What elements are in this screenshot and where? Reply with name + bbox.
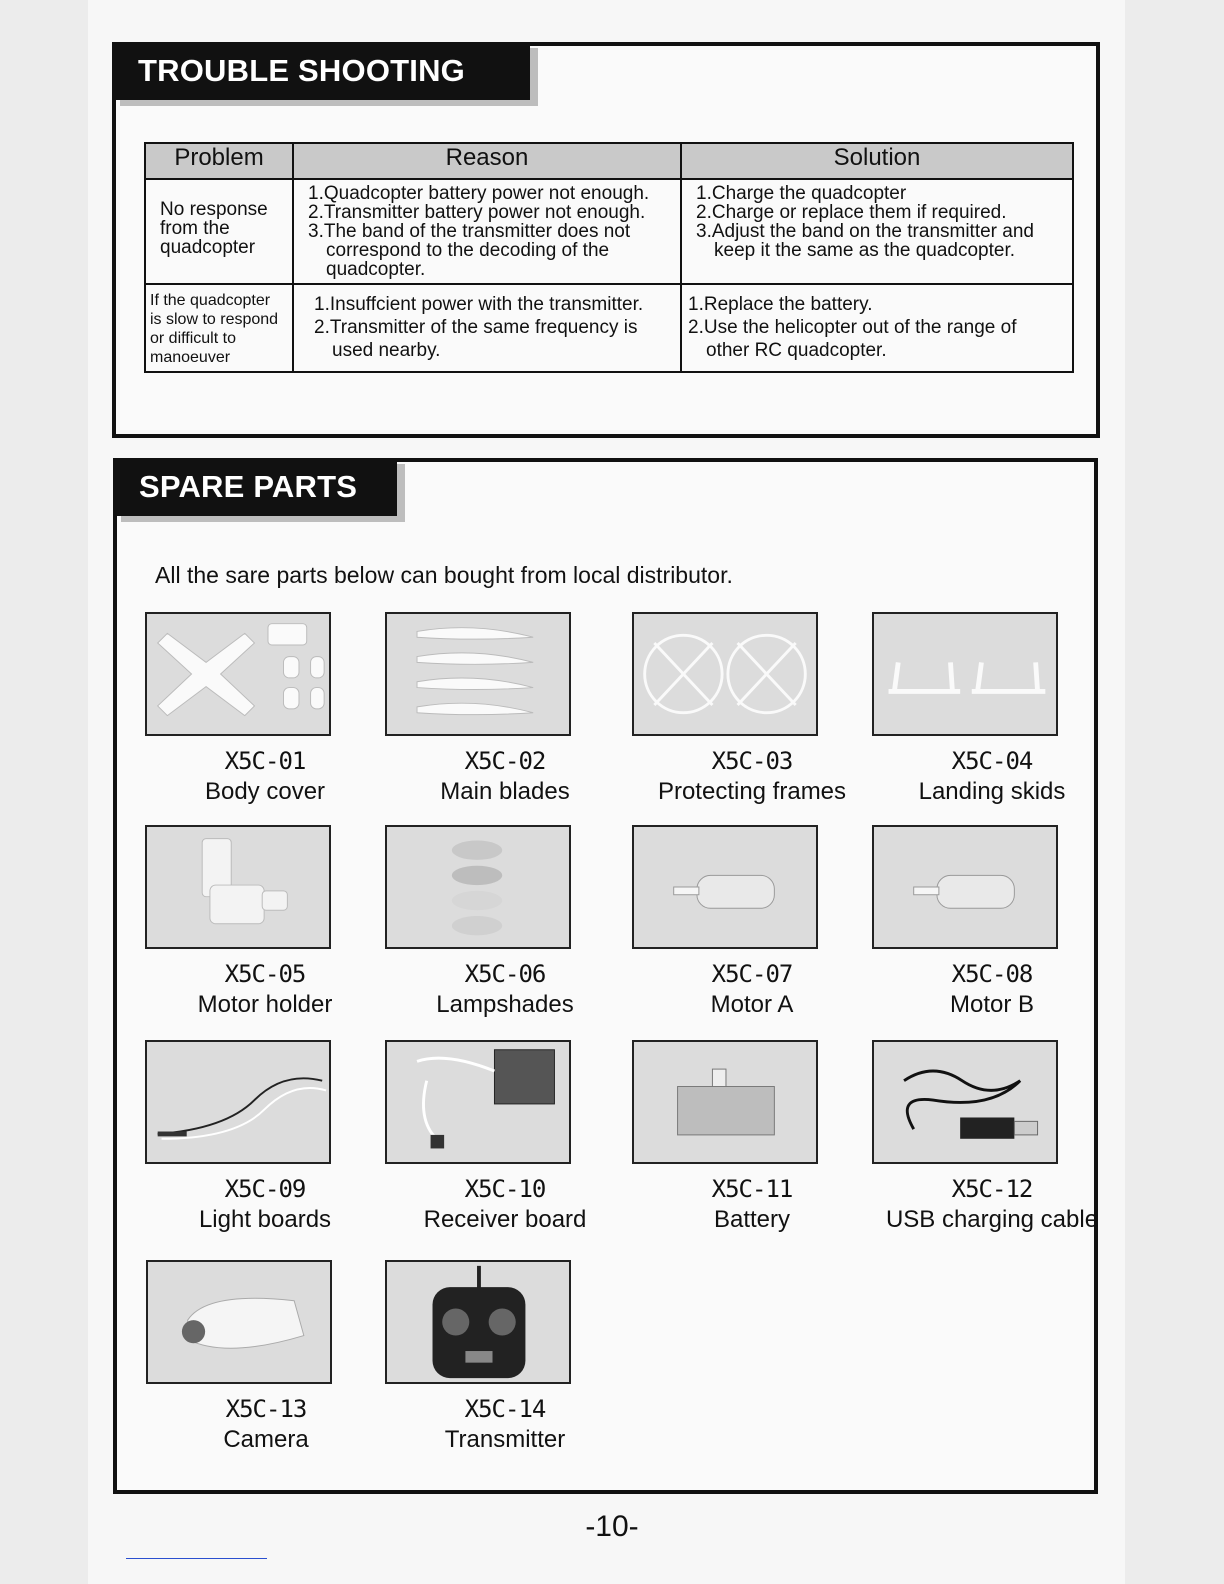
- battery-icon: [632, 1040, 818, 1164]
- problem-cell: [145, 179, 293, 284]
- part-item: [385, 1260, 625, 1456]
- part-code: X5C-09: [224, 1175, 306, 1203]
- problem-cell: [145, 284, 293, 372]
- part-code: X5C-07: [711, 960, 793, 988]
- solution-line: keep it the same as the quadcopter.: [714, 240, 1016, 261]
- part-name: Lampshades: [436, 991, 574, 1018]
- part-code: X5C-13: [225, 1395, 307, 1423]
- body-cover-icon: [145, 612, 331, 736]
- part-code: X5C-11: [711, 1175, 793, 1203]
- reason-cell: [293, 284, 681, 372]
- spare-parts-intro: All the sare parts below can bought from local distributor.: [155, 562, 733, 588]
- part-name: Receiver board: [423, 1206, 587, 1233]
- part-item: [385, 1040, 625, 1236]
- reason-line: quadcopter.: [326, 259, 426, 280]
- reason-line: 2.Transmitter of the same frequency is: [314, 317, 638, 338]
- page-number: -10-: [585, 1510, 639, 1543]
- part-name: Transmitter: [444, 1426, 566, 1453]
- reason-line: 3.The band of the transmitter does not: [308, 221, 631, 242]
- reason-line: 1.Insuffcient power with the transmitter.: [314, 294, 644, 315]
- part-code: X5C-02: [464, 747, 546, 775]
- reason-cell: [293, 179, 681, 284]
- problem-line: If the quadcopter: [150, 292, 271, 309]
- part-name: Landing skids: [918, 778, 1066, 805]
- trouble-shooting-title: TROUBLE SHOOTING: [112, 42, 530, 100]
- header-problem: Problem: [145, 143, 293, 179]
- landing-skids-icon: [872, 612, 1058, 736]
- usb-cable-icon: [872, 1040, 1058, 1164]
- part-code: X5C-10: [464, 1175, 546, 1203]
- camera-icon: [146, 1260, 332, 1384]
- part-name: Motor A: [710, 991, 794, 1018]
- part-item: [872, 825, 1112, 1021]
- solution-line: 1.Replace the battery.: [688, 294, 873, 315]
- part-name: Main blades: [440, 778, 570, 805]
- header-solution: Solution: [681, 143, 1073, 179]
- part-item: [385, 612, 625, 808]
- transmitter-icon: [385, 1260, 571, 1384]
- part-item: [632, 825, 872, 1021]
- problem-line: from the: [160, 218, 230, 239]
- solution-line: 2.Charge or replace them if required.: [696, 202, 1007, 223]
- part-name: USB charging cable: [885, 1206, 1099, 1233]
- problem-line: is slow to respond: [150, 311, 279, 328]
- solution-line: 2.Use the helicopter out of the range of: [688, 317, 1017, 338]
- reason-line: correspond to the decoding of the: [326, 240, 610, 261]
- main-blades-icon: [385, 612, 571, 736]
- part-item: [385, 825, 625, 1021]
- hyperlink-underline[interactable]: [126, 1558, 267, 1559]
- part-name: Light boards: [198, 1206, 332, 1233]
- solution-line: 3.Adjust the band on the transmitter and: [696, 221, 1034, 242]
- solution-line: 1.Charge the quadcopter: [696, 183, 907, 204]
- part-code: X5C-08: [951, 960, 1033, 988]
- problem-line: No response: [160, 199, 268, 220]
- reason-line: 2.Transmitter battery power not enough.: [308, 202, 646, 223]
- part-item: [872, 612, 1112, 808]
- part-code: X5C-01: [224, 747, 306, 775]
- part-name: Motor B: [949, 991, 1035, 1018]
- light-boards-icon: [145, 1040, 331, 1164]
- part-code: X5C-05: [224, 960, 306, 988]
- lampshades-icon: [385, 825, 571, 949]
- header-reason: Reason: [293, 143, 681, 179]
- part-name: Camera: [223, 1426, 309, 1453]
- solution-cell: [681, 179, 1073, 284]
- part-name: Battery: [713, 1206, 791, 1233]
- trouble-shooting-table: [144, 142, 1074, 373]
- part-code: X5C-12: [951, 1175, 1033, 1203]
- part-item: [632, 1040, 872, 1236]
- part-name: Protecting frames: [657, 778, 847, 805]
- reason-line: used nearby.: [332, 340, 441, 361]
- solution-line: other RC quadcopter.: [706, 340, 887, 361]
- part-code: X5C-04: [951, 747, 1033, 775]
- table-row: [145, 179, 1073, 284]
- table-row: [145, 284, 1073, 372]
- protecting-frames-icon: [632, 612, 818, 736]
- spare-parts-section: [113, 458, 1098, 1494]
- part-item: [872, 1040, 1112, 1236]
- part-item: [145, 825, 385, 1021]
- motor-icon: [632, 825, 818, 949]
- spare-parts-title: SPARE PARTS: [113, 458, 397, 516]
- part-item: [145, 1040, 385, 1236]
- motor-holder-icon: [145, 825, 331, 949]
- solution-cell: [681, 284, 1073, 372]
- table-header-row: [145, 143, 1073, 179]
- part-code: X5C-03: [711, 747, 793, 775]
- part-item: [146, 1260, 386, 1456]
- receiver-board-icon: [385, 1040, 571, 1164]
- part-item: [632, 612, 872, 808]
- motor-icon: [872, 825, 1058, 949]
- part-name: Motor holder: [197, 991, 333, 1018]
- trouble-shooting-section: [112, 42, 1100, 438]
- part-code: X5C-14: [464, 1395, 546, 1423]
- problem-line: or difficult to: [150, 330, 236, 347]
- part-code: X5C-06: [464, 960, 546, 988]
- part-name: Body cover: [204, 778, 326, 805]
- problem-line: quadcopter: [160, 237, 256, 258]
- problem-line: manoeuver: [150, 349, 231, 366]
- part-item: [145, 612, 385, 808]
- reason-line: 1.Quadcopter battery power not enough.: [308, 183, 650, 204]
